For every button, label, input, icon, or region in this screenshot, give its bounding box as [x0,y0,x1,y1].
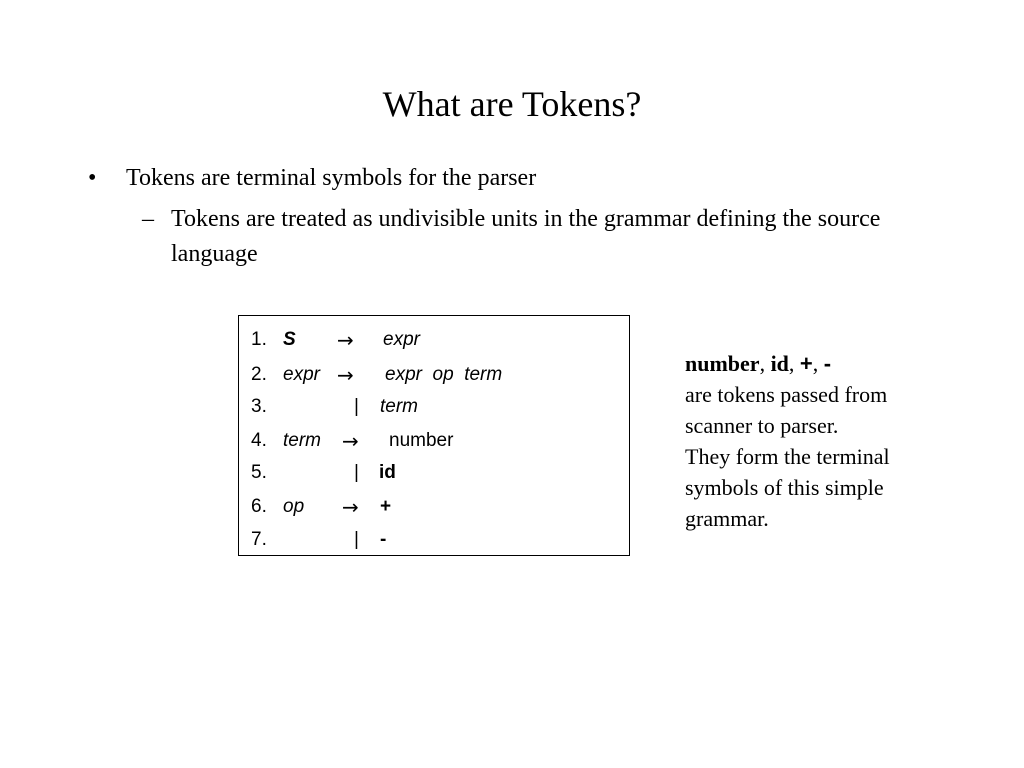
rule-rhs: + [380,496,392,517]
note-token-list: number, id, +, - [685,351,832,376]
bullet-marker: – [142,206,154,232]
arrow-icon: → [337,328,354,352]
token-note [685,348,985,534]
note-line: scanner to parser. [685,413,839,438]
note-line: They form the terminal [685,444,890,469]
arrow-icon: → [337,363,354,387]
alternative-bar: | [354,529,359,550]
note-line: symbols of this simple [685,475,884,500]
alternative-bar: | [354,462,359,483]
rule-number: 5. [251,462,267,483]
bullet-level-1 [88,162,536,194]
slide-title: What are Tokens? [382,84,642,124]
rule-lhs: expr [283,364,320,385]
rule-number: 6. [251,496,267,517]
rule-rhs: id [379,462,396,483]
arrow-icon: → [342,429,359,453]
rule-number: 1. [251,329,267,350]
rule-number: 2. [251,364,267,385]
rule-rhs: number [389,430,454,451]
bullet-text: Tokens are terminal symbols for the parser [126,165,537,191]
alternative-bar: | [354,396,359,417]
token-plus: + [799,351,813,376]
note-line: grammar. [685,506,769,531]
rule-rhs: term [380,396,418,417]
grammar-box [238,315,630,556]
rule-rhs: expr op term [385,364,503,385]
bullet-text: Tokens are treated as undivisible units in the grammar defining the source language [171,206,881,267]
rule-lhs: term [283,430,321,451]
token-number: number [685,351,760,376]
rule-number: 7. [251,529,267,550]
token-minus: - [823,351,832,376]
rule-number: 4. [251,430,267,451]
arrow-icon: → [342,495,359,519]
token-id: id [770,351,789,376]
note-line: are tokens passed from [685,382,888,407]
rule-number: 3. [251,396,267,417]
rule-rhs: - [380,529,387,550]
rule-rhs: expr [383,329,420,350]
rule-lhs: S [283,329,296,350]
bullet-level-2 [142,202,962,272]
rule-lhs: op [283,496,305,517]
bullet-marker: • [88,165,97,191]
